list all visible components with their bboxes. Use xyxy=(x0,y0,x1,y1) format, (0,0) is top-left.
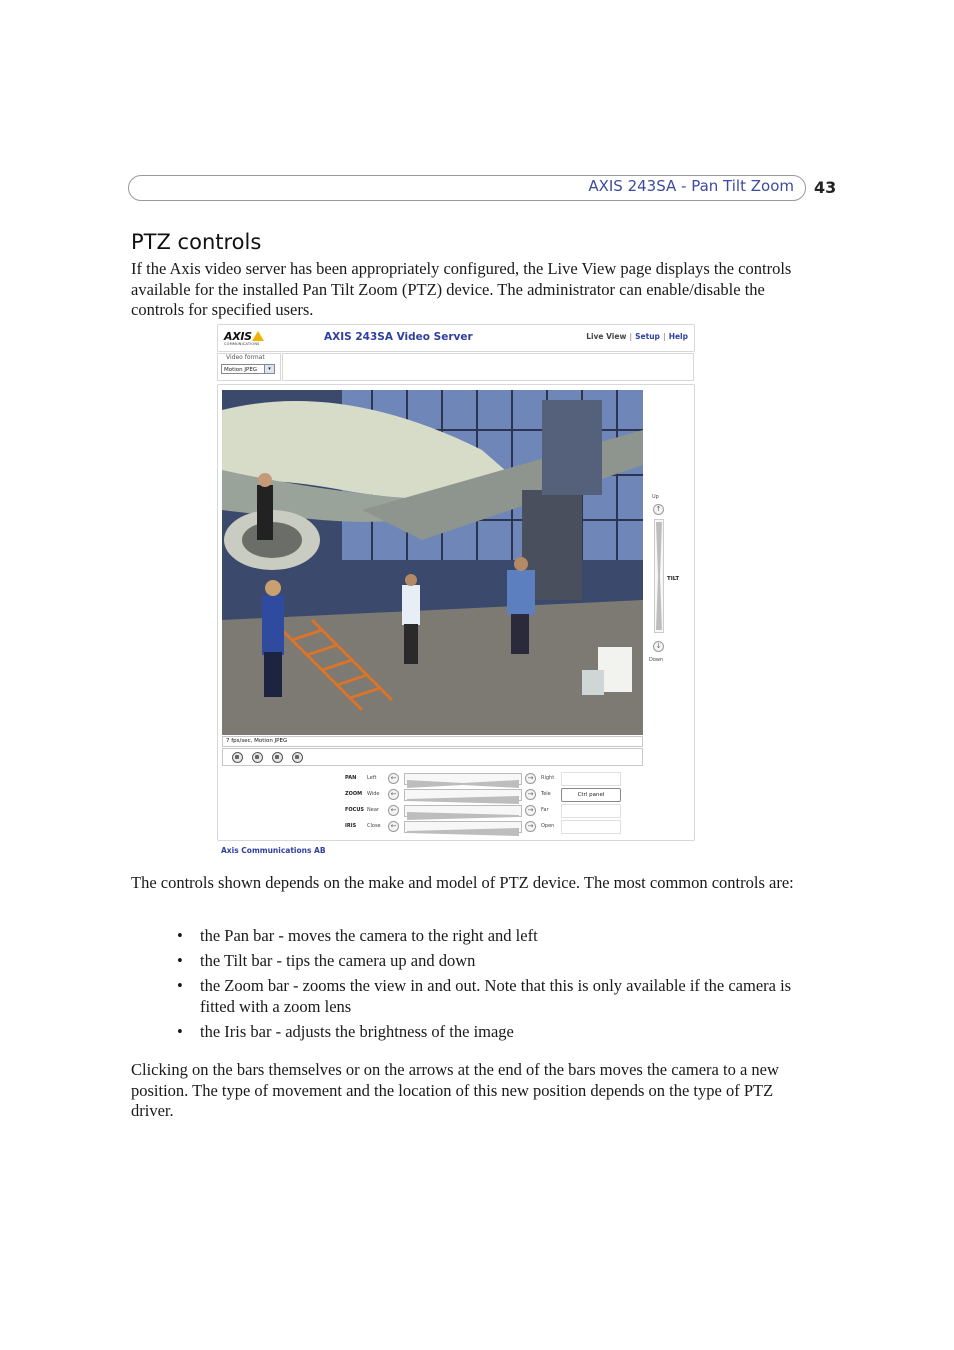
bullet-icon: • xyxy=(177,926,183,945)
video-caption: 7 fps/sec, Motion JPEG xyxy=(226,738,288,744)
ptz-row-minus-label: Left xyxy=(367,775,377,781)
emphasized-ptz-button[interactable] xyxy=(292,752,303,763)
video-format-select[interactable] xyxy=(221,364,275,374)
bullet-icon: • xyxy=(177,951,183,971)
focus-bar[interactable] xyxy=(404,805,522,817)
arrow-left-icon[interactable]: ← xyxy=(388,789,399,800)
tilt-up-label: Up xyxy=(652,494,659,500)
video-caption-bar xyxy=(222,736,643,747)
arrow-right-icon[interactable]: → xyxy=(525,805,536,816)
ptz-row-name: ZOOM xyxy=(345,791,363,797)
tilt-wedge-icon xyxy=(655,520,663,632)
ptz-row-plus-label: Right xyxy=(541,775,555,781)
tilt-bar[interactable] xyxy=(654,519,664,633)
ptz-row-plus-label: Tele xyxy=(541,791,551,797)
arrow-up-icon[interactable]: ↑ xyxy=(653,504,664,515)
ptz-row-plus-label: Far xyxy=(541,807,549,813)
arrow-left-icon[interactable]: ← xyxy=(388,773,399,784)
record-button[interactable] xyxy=(272,752,283,763)
bar-wedge-icon xyxy=(405,827,521,837)
page-number: 43 xyxy=(814,178,837,197)
tilt-down-label: Down xyxy=(649,657,664,663)
nav-live-view[interactable]: Live View xyxy=(586,332,627,341)
controls-list xyxy=(173,926,813,1047)
intro-paragraph: If the Axis video server has been appropriately configured, the Live View page displays the controls available for the installed Pan Tilt Zoom (PTZ) device. The administrator can enable/disable the controls for specified users. xyxy=(131,259,792,320)
live-view-header-bar xyxy=(217,324,695,352)
ctrl-empty-cell xyxy=(561,804,621,818)
chevron-down-icon: ▾ xyxy=(264,365,274,373)
list-item-text: the Iris bar - adjusts the brightness of the image xyxy=(200,1022,514,1042)
snapshot-button[interactable] xyxy=(252,752,263,763)
axis-logo-subtext: COMMUNICATIONS xyxy=(224,342,260,346)
ctrl-empty-cell xyxy=(561,772,621,786)
nav-help[interactable]: Help xyxy=(668,332,688,341)
closing-paragraph: Clicking on the bars themselves or on the arrows at the end of the bars moves the camera to a new position. The type of movement and the location of this new position depends on the type of PTZ driver. xyxy=(131,1060,779,1121)
ptz-row-minus-label: Near xyxy=(367,807,379,813)
top-right-panel xyxy=(282,353,694,381)
arrow-left-icon[interactable]: ← xyxy=(388,821,399,832)
live-view-screenshot xyxy=(215,323,695,863)
list-item-text: the Tilt bar - tips the camera up and down xyxy=(200,951,476,971)
zoom-bar[interactable] xyxy=(404,789,522,801)
common-controls-intro: The controls shown depends on the make and model of PTZ device. The most common controls are: xyxy=(131,873,794,892)
list-item xyxy=(173,1022,813,1043)
video-format-panel xyxy=(217,353,281,381)
video-format-label: Video format xyxy=(226,354,265,361)
app-title: AXIS 243SA Video Server xyxy=(324,331,473,343)
ptz-row-minus-label: Close xyxy=(367,823,381,829)
section-title: PTZ controls xyxy=(131,230,262,254)
nav-setup[interactable]: Setup xyxy=(635,332,660,341)
tilt-label: TILT xyxy=(667,576,680,582)
list-item xyxy=(173,951,813,972)
ptz-row-name: FOCUS xyxy=(345,807,364,813)
running-header-title: AXIS 243SA - Pan Tilt Zoom xyxy=(588,177,794,195)
bullet-icon: • xyxy=(177,1022,183,1042)
ctrl-panel-button[interactable]: Ctrl panel xyxy=(561,788,621,802)
top-nav xyxy=(586,332,688,341)
ptz-row-minus-label: Wide xyxy=(367,791,380,797)
axis-logo: AXIS xyxy=(224,330,252,343)
nav-separator: | xyxy=(629,332,633,341)
arrow-right-icon[interactable]: → xyxy=(525,773,536,784)
footer-company-link[interactable]: Axis Communications AB xyxy=(221,846,326,855)
video-button-bar xyxy=(222,748,643,766)
ptz-row-plus-label: Open xyxy=(541,823,555,829)
stop-button[interactable] xyxy=(232,752,243,763)
arrow-right-icon[interactable]: → xyxy=(525,789,536,800)
arrow-right-icon[interactable]: → xyxy=(525,821,536,832)
video-format-value: Motion JPEG xyxy=(224,367,258,373)
axis-logo-triangle-icon xyxy=(252,331,264,341)
ptz-row-name: PAN xyxy=(345,775,357,781)
iris-bar[interactable] xyxy=(404,821,522,833)
ctrl-empty-cell xyxy=(561,820,621,834)
list-item-text: the Zoom bar - zooms the view in and out. Note that this is only available if the camera is fitted with a zoom lens xyxy=(200,976,792,1016)
bullet-icon: • xyxy=(177,976,183,996)
arrow-left-icon[interactable]: ← xyxy=(388,805,399,816)
list-item xyxy=(173,976,813,1017)
list-item-text: the Pan bar - moves the camera to the right and left xyxy=(200,926,538,945)
nav-separator: | xyxy=(662,332,666,341)
camera-video-image xyxy=(222,390,643,735)
pan-bar[interactable] xyxy=(404,773,522,785)
ptz-row-name: IRIS xyxy=(345,823,357,829)
arrow-down-icon[interactable]: ↓ xyxy=(653,641,664,652)
list-item xyxy=(173,926,813,947)
